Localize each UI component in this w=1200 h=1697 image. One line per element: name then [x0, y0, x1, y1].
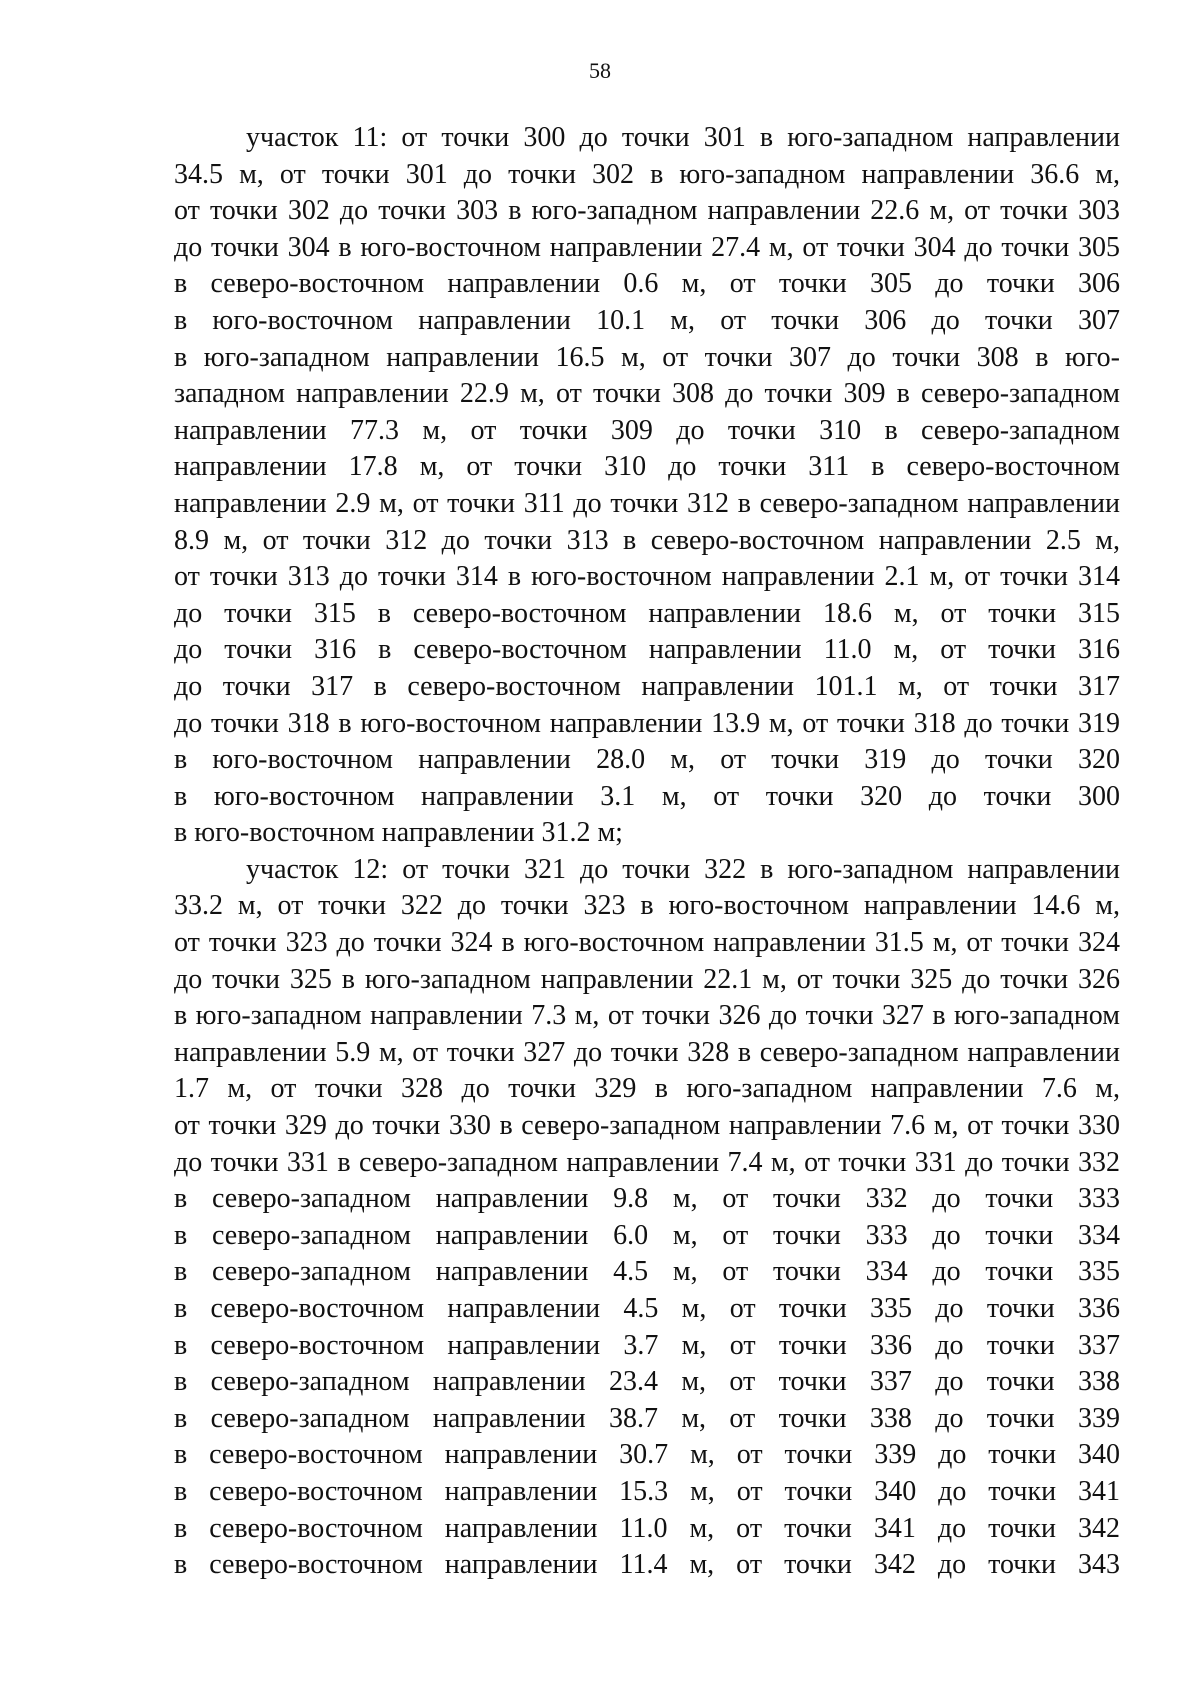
text-line: направлении 5.9 м, от точки 327 до точки 328 в северо-западном направлении [174, 1036, 1120, 1068]
text-line: 1.7 м, от точки 328 до точки 329 в юго-западном направлении 7.6 м, [174, 1073, 1120, 1105]
text-line: в юго-западном направлении 16.5 м, от точки 307 до точки 308 в юго- [174, 341, 1120, 373]
text-line: участок 12: от точки 321 до точки 322 в юго-западном направлении [246, 853, 1120, 885]
text-line: в северо-западном направлении 6.0 м, от точки 333 до точки 334 [174, 1219, 1120, 1251]
text-line: в северо-восточном направлении 4.5 м, от точки 335 до точки 336 [174, 1293, 1120, 1324]
text-line: от точки 323 до точки 324 в юго-восточном направлении 31.5 м, от точки 324 [174, 927, 1120, 959]
text-line: до точки 331 в северо-западном направлении 7.4 м, от точки 331 до точки 332 [174, 1146, 1120, 1178]
text-line: в северо-восточном направлении 11.0 м, от точки 341 до точки 342 [174, 1512, 1120, 1544]
text-line: в северо-западном направлении 23.4 м, от точки 337 до точки 338 [174, 1366, 1120, 1398]
text-line: в северо-восточном направлении 11.4 м, от точки 342 до точки 343 [174, 1549, 1120, 1581]
text-line: в северо-западном направлении 9.8 м, от точки 332 до точки 333 [174, 1183, 1120, 1215]
text-line: в северо-восточном направлении 0.6 м, от точки 305 до точки 306 [174, 268, 1120, 300]
text-line: в юго-восточном направлении 3.1 м, от точки 320 до точки 300 [174, 780, 1120, 812]
text-line: от точки 313 до точки 314 в юго-восточном направлении 2.1 м, от точки 314 [174, 561, 1120, 593]
text-line: в юго-восточном направлении 31.2 м; [174, 817, 623, 849]
text-line: в северо-восточном направлении 30.7 м, от точки 339 до точки 340 [174, 1439, 1120, 1471]
text-line: до точки 304 в юго-восточном направлении 27.4 м, от точки 304 до точки 305 [174, 231, 1120, 263]
text-line: 33.2 м, от точки 322 до точки 323 в юго-восточном направлении 14.6 м, [174, 890, 1120, 922]
text-line: направлении 17.8 м, от точки 310 до точки 311 в северо-восточном [174, 451, 1120, 483]
text-line: в юго-восточном направлении 10.1 м, от точки 306 до точки 307 [174, 304, 1120, 336]
paragraph [174, 120, 1120, 852]
text-line: 8.9 м, от точки 312 до точки 313 в северо-восточном направлении 2.5 м, [174, 524, 1120, 556]
text-line: западном направлении 22.9 м, от точки 308 до точки 309 в северо-западном [174, 378, 1120, 410]
text-line: направлении 77.3 м, от точки 309 до точки 310 в северо-западном [174, 414, 1120, 446]
text-line: от точки 329 до точки 330 в северо-западном направлении 7.6 м, от точки 330 [174, 1110, 1120, 1142]
text-line: в северо-восточном направлении 15.3 м, от точки 340 до точки 341 [174, 1475, 1120, 1507]
text-line: направлении 2.9 м, от точки 311 до точки 312 в северо-западном направлении [174, 487, 1120, 519]
text-line: в юго-западном направлении 7.3 м, от точки 326 до точки 327 в юго-западном [174, 1000, 1120, 1032]
text-line: участок 11: от точки 300 до точки 301 в юго-западном направлении [246, 122, 1120, 153]
text-line: до точки 325 в юго-западном направлении 22.1 м, от точки 325 до точки 326 [174, 963, 1120, 995]
text-line: до точки 315 в северо-восточном направлении 18.6 м, от точки 315 [174, 597, 1120, 629]
text-line: в северо-восточном направлении 3.7 м, от точки 336 до точки 337 [174, 1329, 1120, 1361]
paragraph [174, 852, 1120, 1584]
text-line: 34.5 м, от точки 301 до точки 302 в юго-западном направлении 36.6 м, [174, 158, 1120, 190]
text-line: от точки 302 до точки 303 в юго-западном направлении 22.6 м, от точки 303 [174, 195, 1120, 227]
page-number: 58 [589, 58, 611, 83]
text-line: до точки 317 в северо-восточном направлении 101.1 м, от точки 317 [174, 670, 1120, 702]
document-body [174, 120, 1120, 1584]
text-line: до точки 318 в юго-восточном направлении 13.9 м, от точки 318 до точки 319 [174, 707, 1120, 739]
text-line: в юго-восточном направлении 28.0 м, от точки 319 до точки 320 [174, 744, 1120, 776]
text-line: в северо-западном направлении 4.5 м, от точки 334 до точки 335 [174, 1256, 1120, 1288]
text-line: до точки 316 в северо-восточном направлении 11.0 м, от точки 316 [174, 634, 1120, 666]
text-line: в северо-западном направлении 38.7 м, от точки 338 до точки 339 [174, 1402, 1120, 1434]
